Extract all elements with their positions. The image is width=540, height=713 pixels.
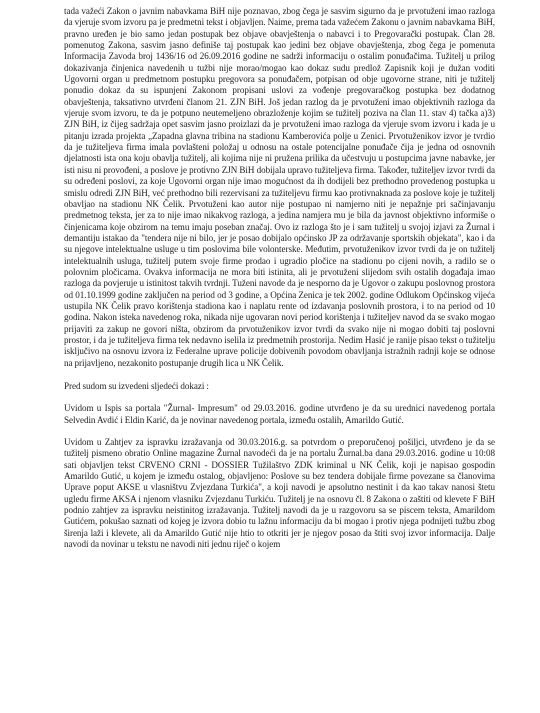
evidence-heading: Pred sudom su izvedeni sljedeći dokazi : (64, 381, 209, 391)
body-paragraph-1: tada važeći Zakon o javnim nabavkama BiH nije poznavao, zbog čega je sasvim sigurno da je prvotuženi imao razloga da vjeruje svom izvoru pa je predmetni tekst i objavljen. Naime, prema tada važećem Zakonu o javnim nabavkama BiH, pravno uređen je bio samo jedan postupak bez objave obavještenja o nabavci i to Pregovarački postupak. Član 28. pomenutog Zakona, sasvim jasno definiše taj postupak kao jedini bez objave obavještenja, zbog čega je pomenuta Informacija Zavoda broj 1436/16 od 26.09.2016 godine ne sadrži informaciju o ostalim ponuđačima. Tužitelj u prilog dokazivanja činjenica navedenih u tužbi nije morao/mogao kao dokaz sudu predlož Zapisnik koji je dužan voditi Ugovorni organ u predmetnom postupku pregovora sa ponuđačem, potpisan od obje ugovorne strane, niti je tužitelj ponudio dokaz da su ispunjeni Zakonom propisani uslovi za vođenje pregovaračkog postupka bez dodatnog obavještenja, taksativno utvrđeni članom 21. ZJN BiH. Još jedan razlog da je prvotuženi imao objektivnih razloga da vjeruje svom izvoru, te da je potpuno neutemeljeno obrazloženje kojim se tužitelj poziva na član 11. stav 4) tačka a)3) ZJN BiH, iz čijeg sadržaja opet sasvim jasno proizlazi da je prvotuženi imao razloga da vjeruje svom izvoru i kada je u pitanju izrada projekta „Zapadna glavna tribina na stadionu Kamberovića polje u Zenici. Prvotuženikov izvor je tvrdio da je tužiteljeva firma imala povlašteni položaj u odnosu na ostale potencijalne ponuđače čija je jedna od osnovnih djelatnosti ista ona koju obavlja tužitelj, ali kojima nije ni pružena prilika da učestvuju u postupcima javne nabavke, jer isti nisu ni provođeni, a poslove je protivno ZJN BiH dobijala upravo tužiteljeva firma. Također, tužiteljev izvor tvrdi da su određeni poslovi, za koje Ugovorni organ nije imao mogućnost da ih dodijeli bez prethodno provedenog postupka u smislu odredi ZJN BiH, već prethodno bili rezervisani za tužiteljevu firmu kao protivnaknada za poslove koje je tužitelj obavljao na stadionu NK Čelik. Prvotuženi kao autor nije postupao ni namjerno niti je nepažnje pri sačinjavanju predmetnog teksta, jer za to nije imao nikakvog razloga, a jedina namjera mu je bila da javnost objektivno informiše o činjenicama koje obzirom na temu imaju poseban značaj. Ovo iz razloga što je i sam tužitelj u svojoj izjavi za Žurnal i demantiju istakao da "tendera nije ni bilo, jer je posao dobijalo općinsko JP za održavanje sportskih objekata", kao i da su njegove intelektualne usluge u tim poslovima bile volonterske. Međutim, prvotuženikov izvor tvrdi da je on tužitelj intelektualnih usluga, tužitelj putem svoje firme prodao i ugradio pločice na stadionu po cijeni novih, a radilo se o polovnim pločicama. Ovakva informacija ne mora biti istinita, ali je prvotuženi slijedom svih ostalih događaja imao razloga da povjeruje u istinitost takvih tvrdnji. Tuženi navode da je nesporno da je Ugovor o zakupu poslovnog prostora od 01.10.1999 godine zaključen na period od 3 godine, a Općina Zenica je tek 2002. godine Odlukom Općinskog vijeća ustupila NK Čelik pravo korištenja stadiona kao i naplatu rente od izdavanja poslovnih prostora, i to na period od 10 godina. Nakon isteka navedenog roka, nikada nije ugovaran novi period korištenja i tužiteljev navod da se svako mogao prijaviti za zakup ne govori ništa, obzirom da prvotuženikov izvor tvrdi da svako nije ni mogao dobiti taj poslovni prostor, i da je tužiteljeva firma tek nedavno iselila iz predmetnih prostorija. Nedim Hasić je ranije pisao tekst o tužitelju isključivo na osnovu izvora iz Federalne uprave policije dobivenih povodom obavljanja istražnih radnji koje se odnose na prijavljeno, nezakonito postupanje drugih lica u NK Čelik. (64, 6, 495, 368)
body-paragraph-2: Uvidom u Ispis sa portala "Žurnal- Impresum" od 29.03.2016. godine utvrđeno je da su urednici navedenog portala Selvedin Avdić i Eldin Karić, da je novinar navedenog portala, između ostalih, Amarildo Gutić. (64, 403, 495, 425)
body-paragraph-3: Uvidom u Zahtjev za ispravku izražavanja od 30.03.2016.g. sa potvrdom o preporučenoj pošiljci, utvrđeno je da se tužitelj pismeno obratio Online magazine Žurnal navodeći da je na portalu Žurnal.ba dana 29.03.2016. godine u 10:08 sati objavljen tekst CRVENO CRNI - DOSSIER Tužilaštvo ZDK kriminal u NK Čelik, koji je napisao gospodin Amarildo Gutić, u kojem je između ostalog, objavljeno: Poslove su bez tendera dobijale firme povezane sa članovima Uprave poput AKSE u vlasništvu Zvjezdana Turkića", a koji navodi je apsolutno nestinit i da kao takav nanosi štetu ugledu firme AKSA i njenom vlasniku Zvjezdanu Turkiću. Tužitelj je na osnovu čl. 8 Zakona o zaštiti od klevete F BiH podnio zahtjev za ispravku neistinitog izražavanja. Tužitelj navodi da je u razgovoru sa se piscem teksta, Amarildom Gutićem, pokušao saznati od kojeg je izvora dobio tu lažnu informaciju da bi mogao i protiv njega podnijeti tužbu zbog širenja laži i klevete, ali da Amarildo Gutić nije htio to otkriti jer je njegov posao da štiti svoj izvor informacija. Dalje navodi da novinar u tekstu ne navodi niti jednu riječ o kojem (64, 437, 495, 550)
